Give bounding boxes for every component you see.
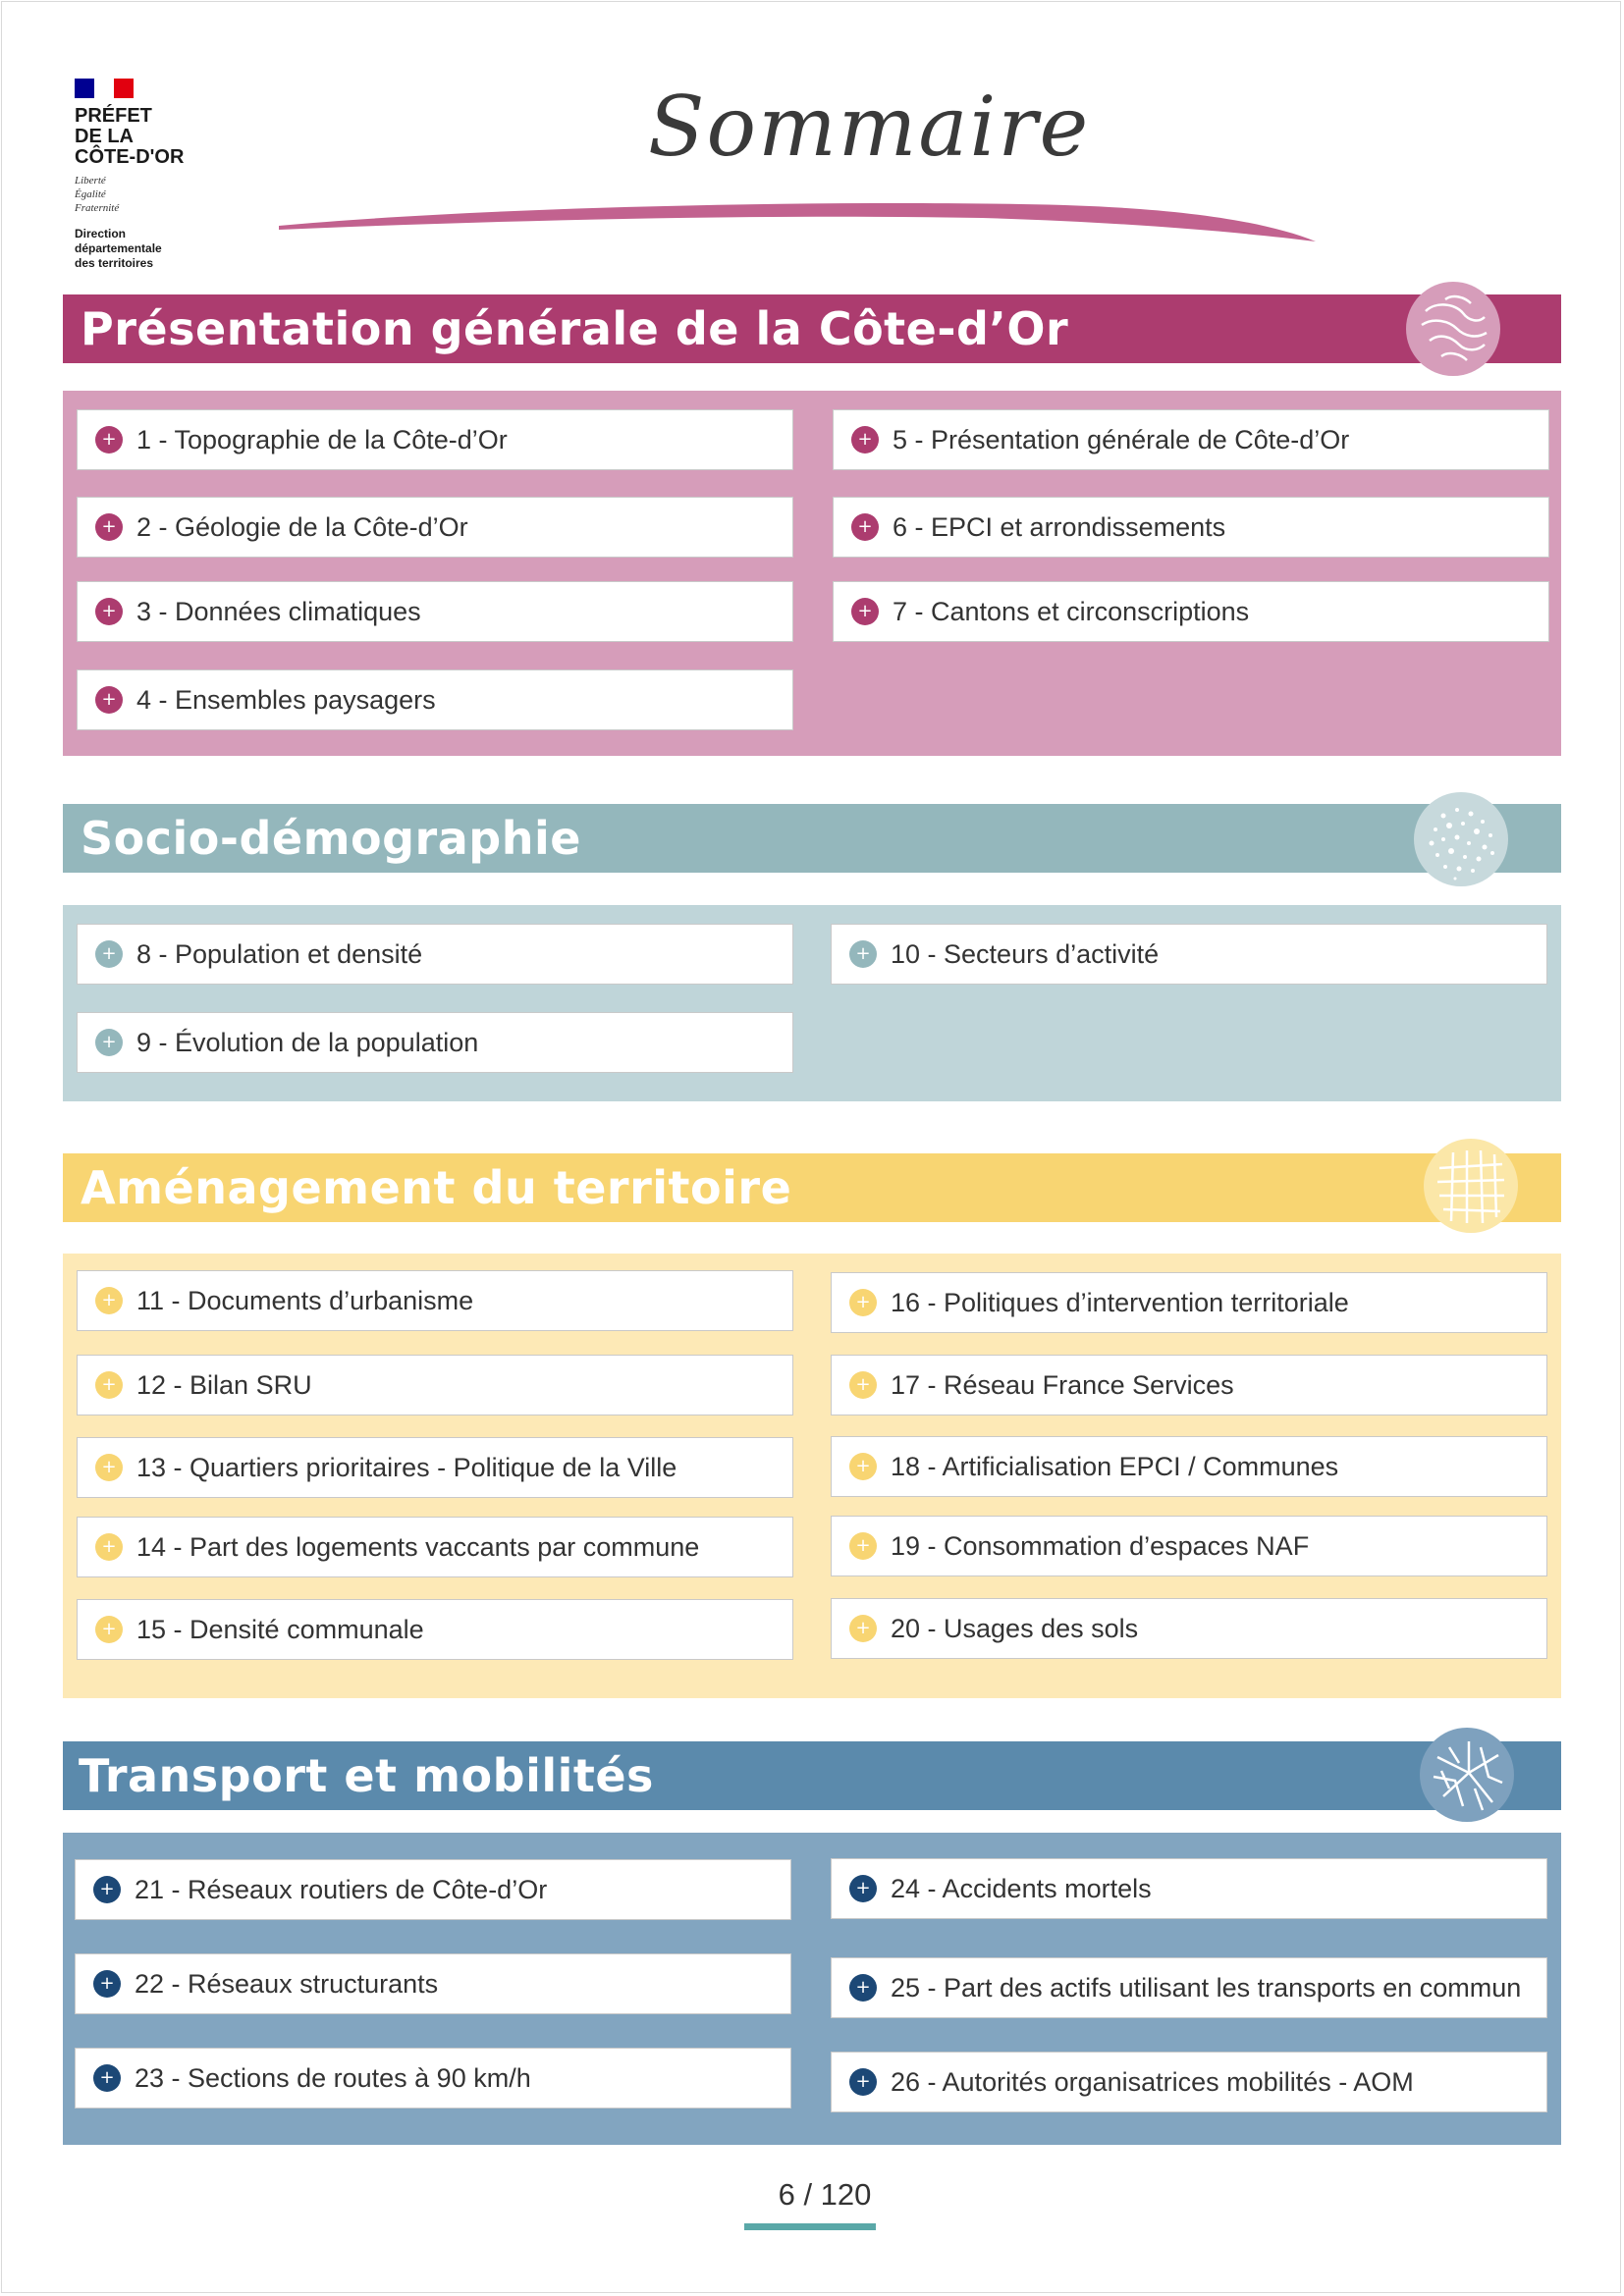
toc-item-label: 2 - Géologie de la Côte-d’Or (136, 511, 468, 542)
plus-icon: + (849, 1875, 877, 1902)
toc-item-14[interactable] (77, 1517, 793, 1577)
toc-item-20[interactable] (831, 1598, 1547, 1659)
plus-icon: + (851, 426, 879, 454)
plus-icon: + (95, 598, 123, 625)
toc-item-10[interactable] (831, 924, 1547, 985)
toc-item-9[interactable] (77, 1012, 793, 1073)
french-flag-icon (75, 79, 134, 98)
toc-item-6[interactable] (833, 497, 1549, 558)
plus-icon: + (95, 940, 123, 968)
section-title: Socio-démographie (81, 812, 581, 865)
toc-item-label: 22 - Réseaux structurants (135, 1968, 439, 1999)
page-number: 6 / 120 (778, 2177, 872, 2212)
page-title: Sommaire (648, 79, 1091, 175)
toc-item-13[interactable] (77, 1437, 793, 1498)
toc-item-4[interactable] (77, 669, 793, 730)
toc-item-3[interactable] (77, 581, 793, 642)
plus-icon: + (95, 686, 123, 714)
plus-icon: + (849, 1289, 877, 1316)
plus-icon: + (849, 1974, 877, 2002)
toc-item-label: 20 - Usages des sols (891, 1613, 1139, 1643)
section-header-presentation (63, 294, 1561, 363)
prefet-logo (75, 79, 222, 271)
plus-icon: + (851, 598, 879, 625)
toc-item-label: 26 - Autorités organisatrices mobilités - AOM (891, 2066, 1414, 2097)
toc-item-19[interactable] (831, 1516, 1547, 1576)
toc-item-22[interactable] (75, 1953, 791, 2014)
toc-item-11[interactable] (77, 1270, 793, 1331)
plus-icon: + (849, 2068, 877, 2096)
toc-item-label: 8 - Population et densité (136, 938, 423, 969)
toc-item-label: 10 - Secteurs d’activité (891, 938, 1160, 969)
plus-icon: + (95, 1029, 123, 1056)
republic-motto: Liberté Égalité Fraternité (75, 175, 120, 214)
plus-icon: + (849, 1453, 877, 1480)
toc-item-label: 21 - Réseaux routiers de Côte-d’Or (135, 1874, 548, 1904)
dots-icon (1414, 792, 1508, 886)
plus-icon: + (95, 1371, 123, 1399)
section-title: Aménagement du territoire (81, 1161, 792, 1214)
toc-item-17[interactable] (831, 1355, 1547, 1415)
plus-icon: + (851, 513, 879, 541)
plus-icon: + (849, 1371, 877, 1399)
toc-item-label: 25 - Part des actifs utilisant les transports en commun (891, 1972, 1522, 2002)
plus-icon: + (93, 2064, 121, 2092)
toc-item-label: 19 - Consommation d’espaces NAF (891, 1530, 1310, 1561)
toc-item-12[interactable] (77, 1355, 793, 1415)
toc-item-label: 3 - Données climatiques (136, 596, 421, 626)
toc-item-label: 7 - Cantons et circonscriptions (893, 596, 1250, 626)
direction-name: Direction départementale des territoires (75, 227, 162, 270)
plus-icon: + (93, 1876, 121, 1903)
toc-item-label: 4 - Ensembles paysagers (136, 684, 436, 715)
toc-item-8[interactable] (77, 924, 793, 985)
toc-item-15[interactable] (77, 1599, 793, 1660)
plus-icon: + (93, 1970, 121, 1998)
toc-item-label: 5 - Présentation générale de Côte-d’Or (893, 424, 1350, 454)
toc-item-label: 12 - Bilan SRU (136, 1369, 312, 1400)
section-body-presentation (63, 391, 1561, 756)
toc-item-label: 17 - Réseau France Services (891, 1369, 1234, 1400)
section-body-socio-demographie (63, 905, 1561, 1101)
toc-item-16[interactable] (831, 1272, 1547, 1333)
topography-icon (1406, 282, 1500, 376)
toc-item-5[interactable] (833, 409, 1549, 470)
toc-item-25[interactable] (831, 1957, 1547, 2018)
toc-item-23[interactable] (75, 2048, 791, 2109)
toc-item-label: 14 - Part des logements vaccants par commune (136, 1531, 700, 1562)
toc-item-label: 24 - Accidents mortels (891, 1873, 1152, 1903)
section-title: Présentation générale de la Côte-d’Or (81, 302, 1069, 355)
plus-icon: + (95, 1616, 123, 1643)
section-body-transport (63, 1833, 1561, 2145)
plus-icon: + (95, 1454, 123, 1481)
prefet-name: PRÉFET DE LA CÔTE-D'OR (75, 105, 185, 168)
toc-item-label: 16 - Politiques d’intervention territoriale (891, 1287, 1349, 1317)
section-body-amenagement (63, 1254, 1561, 1698)
toc-item-label: 6 - EPCI et arrondissements (893, 511, 1226, 542)
plus-icon: + (95, 1533, 123, 1561)
toc-item-26[interactable] (831, 2052, 1547, 2112)
toc-item-label: 1 - Topographie de la Côte-d’Or (136, 424, 508, 454)
toc-item-label: 23 - Sections de routes à 90 km/h (135, 2062, 531, 2093)
toc-item-label: 15 - Densité communale (136, 1614, 424, 1644)
toc-item-label: 18 - Artificialisation EPCI / Communes (891, 1451, 1339, 1481)
toc-item-2[interactable] (77, 497, 793, 558)
toc-item-label: 13 - Quartiers prioritaires - Politique de la Ville (136, 1452, 677, 1482)
plus-icon: + (849, 1532, 877, 1560)
section-header-transport (63, 1741, 1561, 1810)
section-title: Transport et mobilités (79, 1749, 654, 1802)
page-number-underline (744, 2223, 876, 2230)
grid-icon (1424, 1139, 1518, 1233)
plus-icon: + (95, 513, 123, 541)
plus-icon: + (849, 1615, 877, 1642)
title-area (275, 39, 1335, 216)
plus-icon: + (95, 1287, 123, 1314)
toc-item-label: 11 - Documents d’urbanisme (136, 1285, 474, 1315)
section-header-socio-demographie (63, 804, 1561, 873)
toc-item-7[interactable] (833, 581, 1549, 642)
toc-item-24[interactable] (831, 1858, 1547, 1919)
plus-icon: + (849, 940, 877, 968)
toc-item-18[interactable] (831, 1436, 1547, 1497)
plus-icon: + (95, 426, 123, 454)
toc-item-1[interactable] (77, 409, 793, 470)
network-icon (1420, 1728, 1514, 1822)
toc-item-21[interactable] (75, 1859, 791, 1920)
section-header-amenagement (63, 1153, 1561, 1222)
toc-item-label: 9 - Évolution de la population (136, 1027, 479, 1057)
